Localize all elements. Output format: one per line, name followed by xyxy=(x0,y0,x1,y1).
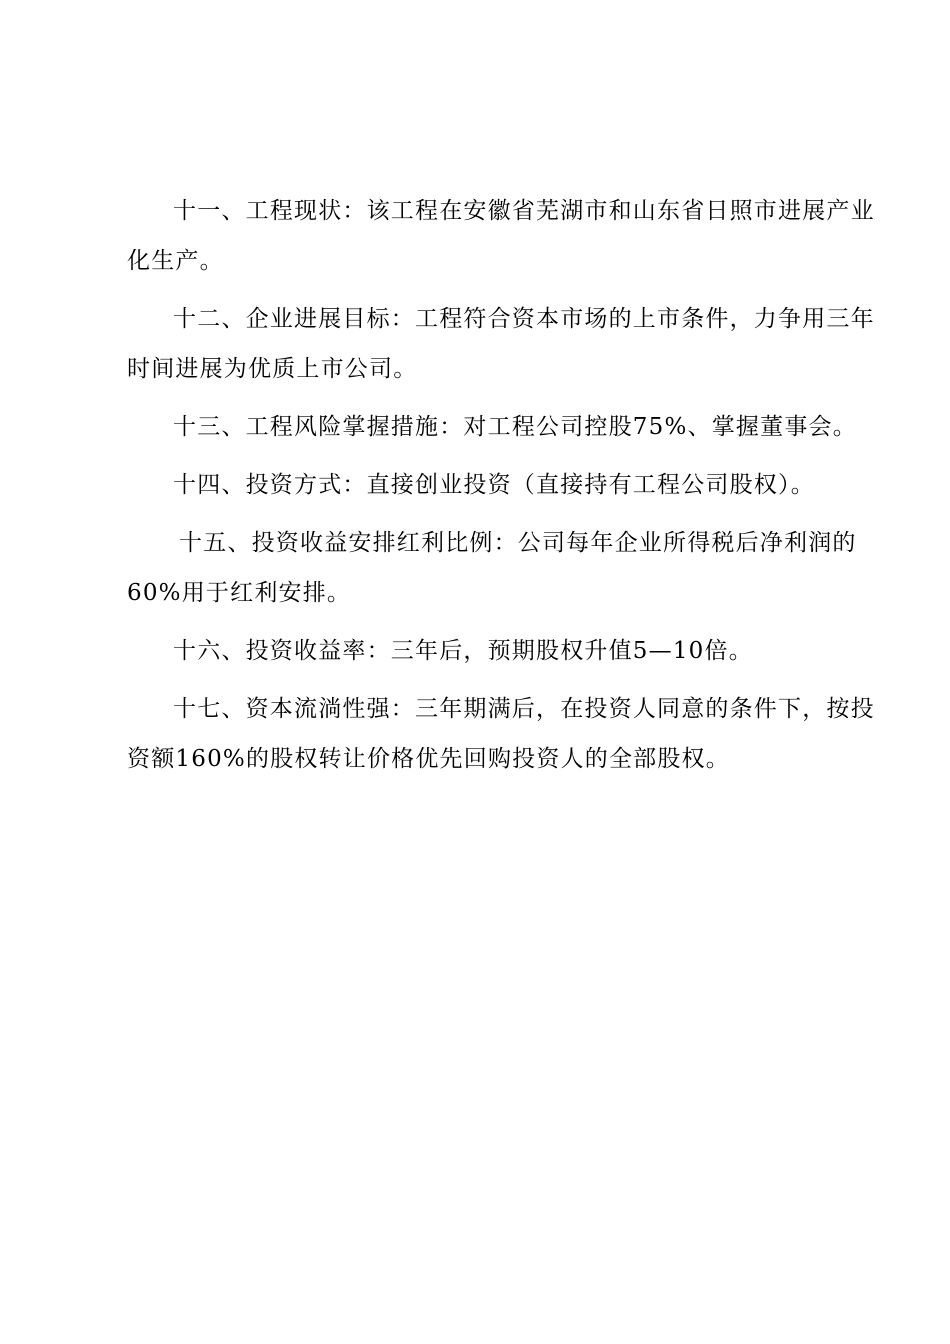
document-body xyxy=(127,186,875,792)
paragraph-investment-method xyxy=(127,460,832,510)
paragraph-dividend-ratio xyxy=(127,518,857,618)
paragraph-line: 十七、资本流淌性强：三年期满后，在投资人同意的条件下，按投 xyxy=(173,696,875,722)
paragraph-line: 十五、投资收益安排红利比例：公司每年企业所得税后净利润的 xyxy=(179,530,857,556)
paragraph-project-status xyxy=(127,186,875,286)
paragraph-line: 60%用于红利安排。 xyxy=(127,580,352,606)
paragraph-line: 十三、工程风险掌握措施：对工程公司控股75%、掌握董事会。 xyxy=(173,414,857,440)
paragraph-development-goal xyxy=(127,294,875,394)
paragraph-risk-control xyxy=(127,402,857,452)
paragraph-line: 十二、企业进展目标：工程符合资本市场的上市条件，力争用三年 xyxy=(173,306,875,332)
paragraph-line: 十六、投资收益率：三年后，预期股权升值5—10倍。 xyxy=(173,638,753,664)
paragraph-capital-liquidity xyxy=(127,684,875,784)
paragraph-line: 十四、投资方式：直接创业投资（直接持有工程公司股权）。 xyxy=(173,472,815,498)
paragraph-line: 资额160%的股权转让价格优先回购投资人的全部股权。 xyxy=(127,746,730,772)
paragraph-line: 时间进展为优质上市公司。 xyxy=(127,356,418,382)
paragraph-line: 化生产。 xyxy=(127,248,224,274)
paragraph-return-rate xyxy=(127,626,832,676)
paragraph-line: 十一、工程现状：该工程在安徽省芜湖市和山东省日照市进展产业 xyxy=(173,198,875,224)
